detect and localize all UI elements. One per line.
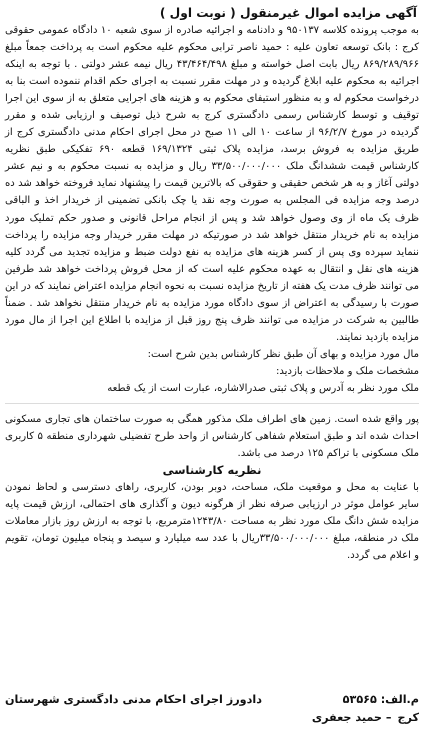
- clipping-gap: [5, 397, 419, 411]
- issuing-office: دادورز اجرای احکام مدنی دادگستری شهرستان: [5, 693, 262, 706]
- notice-lower-block: [5, 411, 419, 564]
- officer-name: – حمید جعفری: [311, 711, 392, 724]
- signature-row-2: [5, 709, 419, 727]
- notice-title: آگهی مزایده اموال غیرمنقول ( نوبت اول ): [159, 6, 417, 20]
- notice-upper-block: [5, 4, 419, 397]
- reference-number: م.الف: ۵۳۵۶۵: [342, 693, 419, 706]
- notice-body: به موجب پرونده کلاسه ۹۵۰۱۳۷ و دادنامه و اجرائیه صادره از سوی شعبه ۱۰ دادگاه عمومی حقوقی کرج : بانک توسعه تعاون علیه : حمید ناصر ترابی محکوم علیه محکوم است به پرداخت جمعاً مبلغ ۸۶۹/۲۸۹/۹۶۶ ریال بابت اصل خواسته و مبلغ ۴۳/۴۶۴/۴۹۸ ریال نیمه عشر دولتی . با توجه به اینکه اجرائیه به محکوم علیه ابلاغ گردیده و در مهلت مقرر نسبت به اجرای حکم اقدام ننموده است بنا به درخواست محکوم له و به منظور استیفای محکوم به و هزینه های اجرایی متعلق به از سوی این اجرا توقیف و توسط کارشناس رسمی دادگستری کرج به شرح ذیل توصیف و ارزیابی شده و مقرر گردیده در مورخ ۹۶/۲/۷ از ساعت ۱۰ الی ۱۱ صبح در محل اجرای احکام مدنی دادگستری کرج از طریق مزایده به فروش برسد، مزایده پلاک ثبتی ۱۶۹/۱۳۲۴ قطعه ۶۹۰ تفکیکی طبق نظریه کارشناس قیمت ششدانگ ملک ۳۳/۵۰۰/۰۰۰/۰۰۰ ریال و مزایده به نسبت محکوم به و نیم عشر دولتی آغاز و به هر شخص حقیقی و حقوقی که بالاترین قیمت را پیشنهاد نماید فروخته خواهد شد ده درصد وجه مزایده فی المجلس به صورت وجه نقد یا چک بانکی تضمینی از خریدار اخذ و الباقی ظرف یک ماه از وی وصول خواهد شد و پس از انجام مراحل قانونی و صدور حکم تملیک مورد مزایده به نام خریدار منتقل خواهد شد در صورتیکه در مهلت مقرر خریدار وجه مزایده را پرداخت ننماید سپرده وی پس از کسر هزینه های مزایده به نفع دولت ضبط و مزایده تجدید می گردد کلیه هزینه های نقل و انتقال به عهده محکوم علیه است که از محل فروش پرداخت خواهد شد طرفین می توانند ظرف مدت یک هفته از تاریخ مزایده نسبت به نحوه انجام مزایده اعتراض نمایند که در این صورت با رسیدگی به اعتراض از سوی دادگاه مورد مزایده به نام خریدار منتقل نخواهد شد . ضمناً طالبین به شرکت در مزایده می توانند ظرف پنج روز قبل از مزایده با اطلاع این اجرا از مال مورد مزایده بازدید نمایند. مال مورد مزایده و بهای آن طبق نظر کارشناس بدین شرح است: مشخصات ملک و ملاحظات بازدید: ملک مورد نظر به آدرس و پلاک ثبتی صدرالاشاره، عبارت است از یک قطعه: [5, 25, 420, 394]
- expert-opinion-body: با عنایت به محل و موقعیت ملک، مساحت، دوبر بودن، کاربری، راهای دسترسی و لحاظ نمودن سایر عوامل موثر در ارزیابی صرفه نظر از هرگونه دیون و آگذاری های احتمالی، ارزش قیمت پایه مزایده شش دانگ ملک مورد نظر به مساحت ۱۲۴۳/۸۰مترمربع، با توجه به ارزش روز بازار معاملات ملک در منطقه، مبلغ ۳۳/۵۰۰/۰۰۰/۰۰۰ریال با عدد سه میلیارد و سیصد و پنجاه میلیون تومان، تقویم و اعلام می گردد.: [5, 482, 419, 562]
- property-continuation: پور واقع شده است. زمین های اطراف ملک مذکور همگی به صورت ساختمان های تجاری مسکونی احداث شده اند و طبق استعلام شفاهی کارشناس از واحد طرح تفضیلی شهرداری منطقه ۵ کاربری ملک مسکونی با تراکم ۱۲۵ درصد می باشد.: [5, 414, 419, 460]
- signature-block: [5, 691, 419, 727]
- clipping-divider: [5, 403, 419, 404]
- expert-opinion-title: نظریه کارشناسی: [162, 463, 262, 478]
- signature-row-1: [5, 691, 419, 709]
- issuing-city: کرج: [397, 711, 419, 724]
